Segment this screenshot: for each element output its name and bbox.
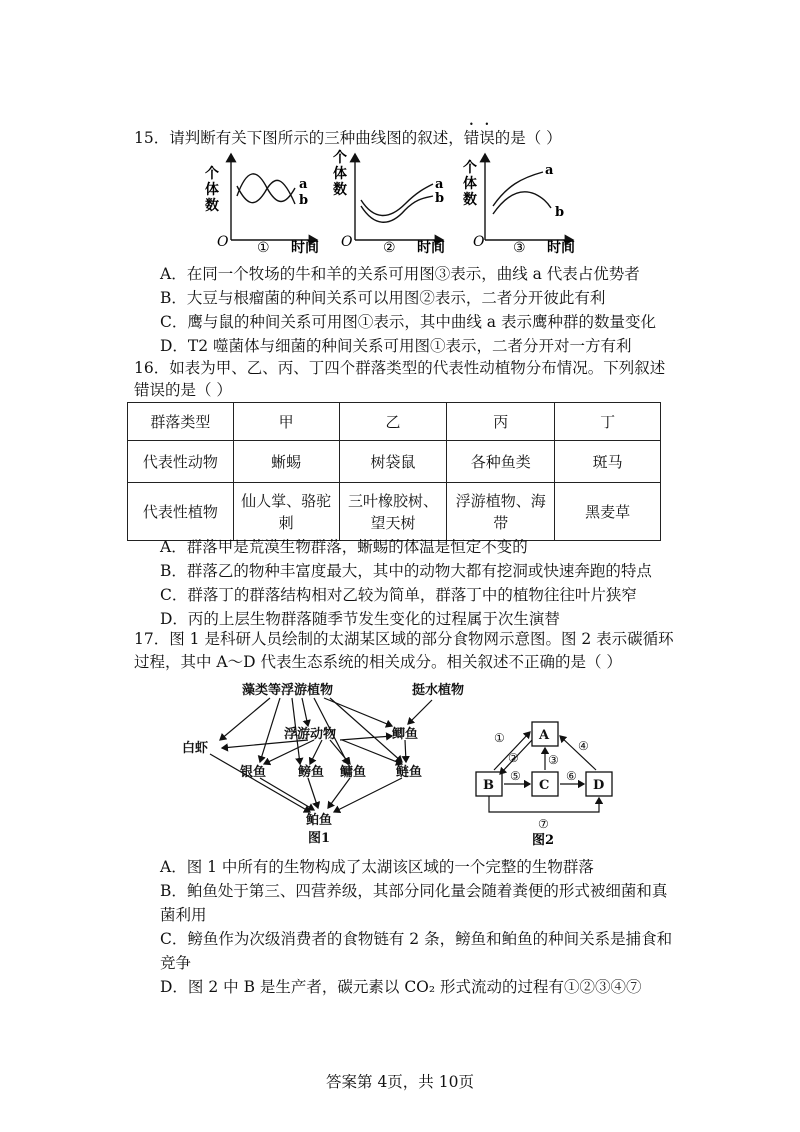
q17-option-d: D．图 2 中 B 是生产者，碳元素以 CO₂ 形式流动的过程有①②③④⑦ xyxy=(160,978,642,996)
graph-3-xlabel: 时间 xyxy=(547,240,575,256)
node-crucian: 鲫鱼 xyxy=(392,727,419,742)
q15-option-c: C．鹰与鼠的种间关系可用图①表示，其中曲线 a 表示鹰种群的数量变化 xyxy=(160,313,656,331)
q16-option-c: C．群落丁的群落结构相对乙较为简单，群落丁中的植物往往叶片狭窄 xyxy=(160,586,637,604)
arrow-label-5: ⑤ xyxy=(510,769,521,783)
table-row xyxy=(128,441,661,483)
graph-3-origin: O xyxy=(473,234,485,250)
q16-option-b: B．群落乙的物种丰富度最大，其中的动物大都有挖洞或快速奔跑的特点 xyxy=(160,562,652,580)
table-cell xyxy=(339,483,447,541)
table-row xyxy=(128,403,661,441)
q17-option-c: C．鳑鱼作为次级消费者的食物链有 2 条，鳑鱼和鲌鱼的种间关系是捕食和 xyxy=(160,930,673,948)
graph-1-ylabel-0: 个 xyxy=(205,166,219,182)
fig1-caption: 图1 xyxy=(308,831,331,846)
graph-2-ylabel-1: 体 xyxy=(333,166,347,182)
table-cell: 甲 xyxy=(233,403,339,441)
graph-2-ylabel-2: 数 xyxy=(333,182,347,198)
node-zooplankton: 浮游动物 xyxy=(284,727,337,742)
q15-option-d: D．T2 噬菌体与细菌的种间关系可用图①表示，二者分开对一方有利 xyxy=(160,337,632,355)
node-icefish: 银鱼 xyxy=(240,765,267,780)
graph-3 xyxy=(463,154,575,256)
arrow-label-7: ⑦ xyxy=(538,817,549,831)
food-web-figure xyxy=(180,678,500,846)
table-cell-line: 浮游植物、海 xyxy=(455,491,546,510)
table-cell: 代表性动物 xyxy=(128,441,234,483)
arrow-label-1: ① xyxy=(494,731,505,745)
q17-option-b-cont: 菌利用 xyxy=(160,906,207,924)
label-a: A xyxy=(539,728,550,743)
graph-2-label: ② xyxy=(383,240,396,256)
q17-stem-line2: 过程，其中 A～D 代表生态系统的相关成分。相关叙述不正确的是（ ） xyxy=(134,653,622,671)
q16-stem-line2: 错误的是（ ） xyxy=(134,381,232,399)
label-d: D xyxy=(593,778,605,793)
q16-table xyxy=(127,402,661,541)
node-silver-carp: 鲢鱼 xyxy=(396,765,423,780)
table-cell: 黑麦草 xyxy=(555,483,661,541)
table-cell: 斑马 xyxy=(555,441,661,483)
table-cell: 乙 xyxy=(339,403,447,441)
graph-3-b: b xyxy=(555,205,565,220)
table-cell-line: 望天树 xyxy=(370,513,416,532)
graph-3-ylabel-2: 数 xyxy=(463,192,477,208)
node-culter: 鲌鱼 xyxy=(306,813,333,828)
graph-3-ylabel-1: 体 xyxy=(463,176,477,192)
table-cell: 蜥蜴 xyxy=(233,441,339,483)
q17-option-a: A．图 1 中所有的生物构成了太湖该区域的一个完整的生物群落 xyxy=(160,858,594,876)
q16-option-d: D．丙的上层生物群落随季节发生变化的过程属于次生演替 xyxy=(160,610,560,628)
node-emergent-plant: 挺水植物 xyxy=(412,683,465,698)
table-cell-line: 带 xyxy=(493,513,509,532)
graph-2-xlabel: 时间 xyxy=(417,240,445,256)
table-cell-line: 仙人掌、骆驼 xyxy=(241,491,332,510)
graph-2-b: b xyxy=(435,191,445,206)
graph-2-origin: O xyxy=(341,234,353,250)
q17-option-b: B．鲌鱼处于第三、四营养级，其部分同化量会随着粪便的形式被细菌和真 xyxy=(160,882,668,900)
graph-1-ylabel-1: 体 xyxy=(205,182,219,198)
graph-1 xyxy=(205,154,319,256)
q15-option-a: A．在同一个牧场的牛和羊的关系可用图③表示，曲线 a 代表占优势者 xyxy=(160,265,640,283)
q15-option-b: B．大豆与根瘤菌的种间关系可以用图②表示，二者分开彼此有利 xyxy=(160,289,606,307)
q16-option-a: A．群落甲是荒漠生物群落，蜥蜴的体温是恒定不变的 xyxy=(160,538,528,556)
table-cell-line: 三叶橡胶树、 xyxy=(347,491,438,510)
graph-1-xlabel: 时间 xyxy=(291,240,319,256)
node-algae: 藻类等浮游植物 xyxy=(242,683,334,698)
q17-stem-line1: 17．图 1 是科研人员绘制的太湖某区域的部分食物网示意图。图 2 表示碳循环 xyxy=(134,630,674,648)
table-cell: 代表性植物 xyxy=(128,483,234,541)
q16-stem-line1: 16．如表为甲、乙、丙、丁四个群落类型的代表性动植物分布情况。下列叙述 xyxy=(134,359,666,377)
arrow-label-3: ③ xyxy=(548,753,559,767)
graph-1-a: a xyxy=(299,177,308,192)
graph-2-ylabel-0: 个 xyxy=(333,150,347,166)
table-row xyxy=(128,483,661,541)
carbon-cycle-figure xyxy=(468,716,624,846)
table-cell: 群落类型 xyxy=(128,403,234,441)
table-cell: 树袋鼠 xyxy=(339,441,447,483)
page-footer: 答案第 4页，共 10页 xyxy=(326,1073,474,1091)
label-c: C xyxy=(539,778,550,793)
table-cell xyxy=(447,483,555,541)
arrow-label-2: ② xyxy=(508,751,519,765)
node-pangyu: 鳑鱼 xyxy=(298,765,325,780)
graph-2 xyxy=(333,149,445,256)
graph-1-origin: O xyxy=(217,234,229,250)
graph-3-a: a xyxy=(545,163,554,178)
graph-2-a: a xyxy=(435,177,444,192)
node-bighead: 鳙鱼 xyxy=(340,765,367,780)
node-white-shrimp: 白虾 xyxy=(182,741,209,756)
arrow-label-6: ⑥ xyxy=(566,769,577,783)
graph-3-label: ③ xyxy=(513,240,526,256)
fig2-caption: 图2 xyxy=(532,833,555,846)
q15-graphs xyxy=(195,148,595,260)
table-cell: 丁 xyxy=(555,403,661,441)
q15-stem: 15．请判断有关下图所示的三种曲线图的叙述，错误的是（ ） xyxy=(134,129,562,147)
arrow-label-4: ④ xyxy=(578,739,589,753)
graph-3-ylabel-0: 个 xyxy=(463,160,477,176)
table-cell: 各种鱼类 xyxy=(447,441,555,483)
q17-option-c-cont: 竞争 xyxy=(160,954,192,972)
label-b: B xyxy=(483,778,494,793)
graph-1-ylabel-2: 数 xyxy=(205,198,219,214)
graph-1-label: ① xyxy=(257,240,270,256)
table-cell-line: 刺 xyxy=(278,513,294,532)
table-cell xyxy=(233,483,339,541)
table-cell: 丙 xyxy=(447,403,555,441)
graph-1-b: b xyxy=(299,193,309,208)
